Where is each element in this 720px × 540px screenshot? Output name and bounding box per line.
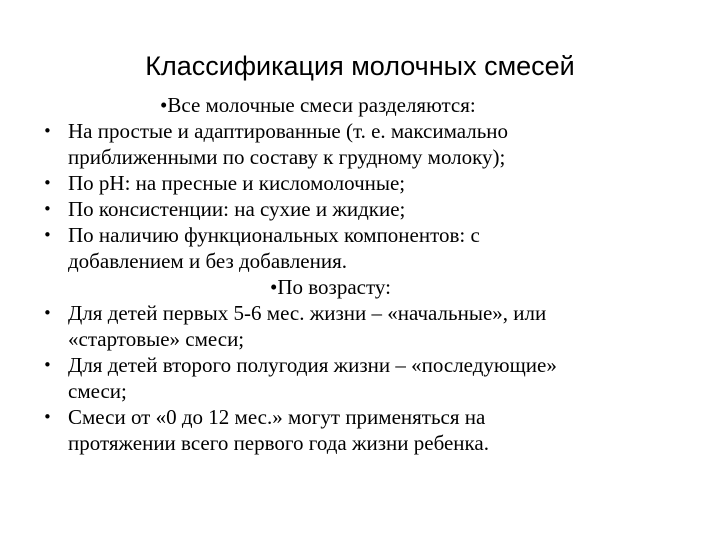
list-item-line: По наличию функциональных компонентов: с bbox=[68, 223, 480, 247]
list-item-line: добавлением и без добавления. bbox=[68, 249, 347, 273]
list-item bbox=[0, 196, 720, 222]
bullet-icon: • bbox=[43, 356, 52, 374]
list-item-text bbox=[68, 170, 688, 196]
list-item-text bbox=[68, 222, 688, 274]
list-item-line: смеси; bbox=[68, 379, 127, 403]
list-item-line: Смеси от «0 до 12 мес.» могут применяться на bbox=[68, 405, 486, 429]
bullet-icon: • bbox=[160, 93, 168, 117]
bullet-icon: • bbox=[43, 200, 52, 218]
list-item-line: приближенными по составу к грудному молоку); bbox=[68, 145, 506, 169]
list-item bbox=[0, 118, 720, 170]
list-item bbox=[0, 352, 720, 404]
list-item bbox=[0, 222, 720, 274]
bullet-icon: • bbox=[43, 226, 52, 244]
list-item bbox=[0, 404, 720, 456]
bullet-icon: • bbox=[43, 122, 52, 140]
slide-title: Классификация молочных смесей bbox=[145, 51, 575, 81]
list-item-text bbox=[68, 352, 688, 404]
list-item-text bbox=[68, 404, 688, 456]
bullet-icon: • bbox=[43, 408, 52, 426]
bullet-icon: • bbox=[43, 304, 52, 322]
heading-text: По возрасту: bbox=[277, 275, 391, 299]
list-item-line: Для детей первых 5-6 мес. жизни – «начальные», или bbox=[68, 301, 547, 325]
list-item-text bbox=[68, 300, 688, 352]
list-item-line: По рН: на пресные и кисломолочные; bbox=[68, 171, 406, 195]
bullet-icon: • bbox=[43, 174, 52, 192]
list-item bbox=[0, 170, 720, 196]
slide-body bbox=[0, 92, 720, 456]
heading-all-mixtures bbox=[0, 92, 720, 118]
list-item-line: По консистенции: на сухие и жидкие; bbox=[68, 197, 406, 221]
heading-by-age bbox=[0, 274, 720, 300]
list-item-text bbox=[68, 196, 688, 222]
list-item-line: «стартовые» смеси; bbox=[68, 327, 245, 351]
bullet-icon: • bbox=[270, 275, 278, 299]
heading-text: Все молочные смеси разделяются: bbox=[167, 93, 476, 117]
list-item bbox=[0, 300, 720, 352]
list-item-line: протяжении всего первого года жизни ребенка. bbox=[68, 431, 489, 455]
list-item-text bbox=[68, 118, 688, 170]
list-item-line: Для детей второго полугодия жизни – «последующие» bbox=[68, 353, 557, 377]
list-item-line: На простые и адаптированные (т. е. максимально bbox=[68, 119, 509, 143]
